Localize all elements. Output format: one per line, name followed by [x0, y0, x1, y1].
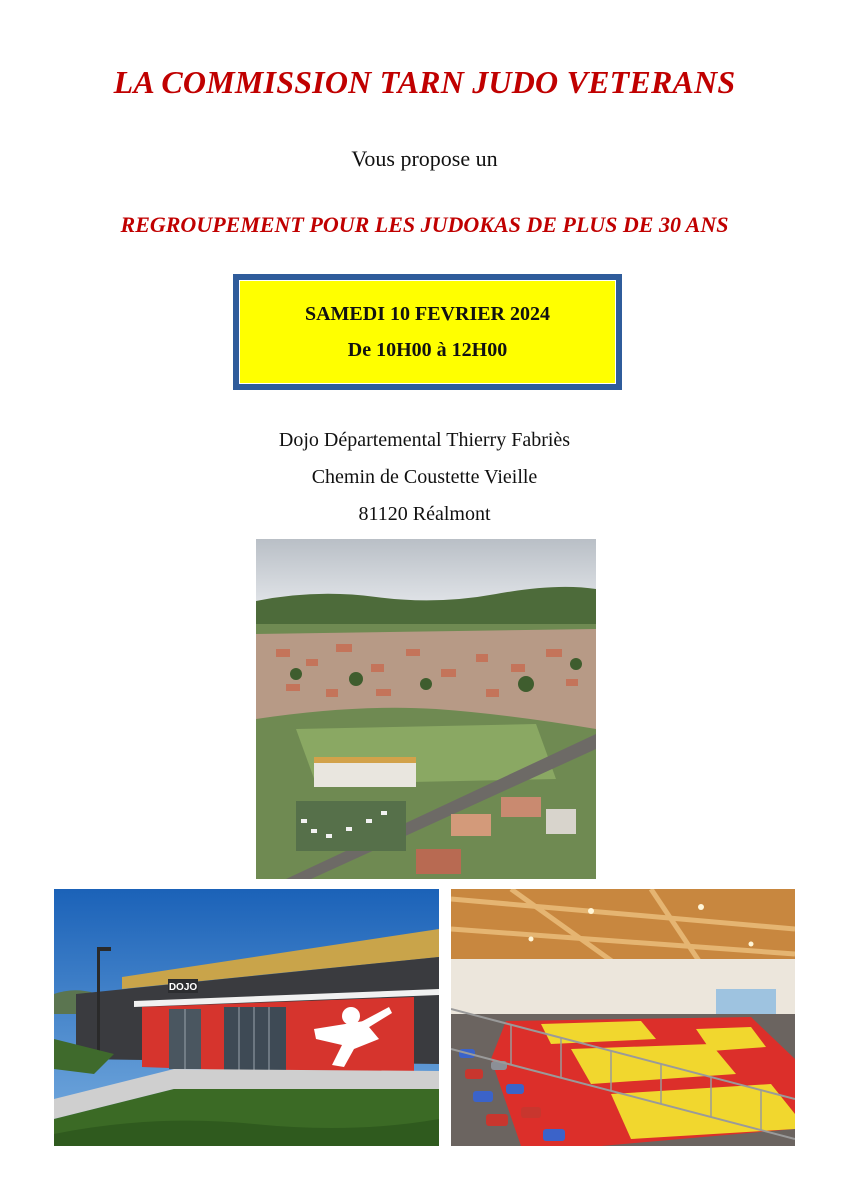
dojo-interior-photo: [451, 889, 795, 1146]
event-date: SAMEDI 10 FEVRIER 2024: [304, 303, 551, 325]
address-block: [0, 422, 849, 533]
event-time: De 10H00 à 12H00: [347, 339, 508, 361]
street-address: Chemin de Coustette Vieille: [311, 466, 538, 488]
aerial-photo: [256, 539, 596, 879]
venue-name: Dojo Départemental Thierry Fabriès: [278, 429, 571, 451]
intro-text: Vous propose un: [351, 146, 498, 171]
date-box: [233, 274, 622, 390]
dojo-sign-text: DOJO: [168, 982, 198, 993]
city-address: 81120 Réalmont: [358, 503, 491, 525]
event-subtitle: REGROUPEMENT POUR LES JUDOKAS DE PLUS DE 30 ANS: [120, 212, 729, 237]
page-title: LA COMMISSION TARN JUDO VETERANS: [113, 64, 736, 100]
dojo-exterior-photo: [54, 889, 439, 1146]
